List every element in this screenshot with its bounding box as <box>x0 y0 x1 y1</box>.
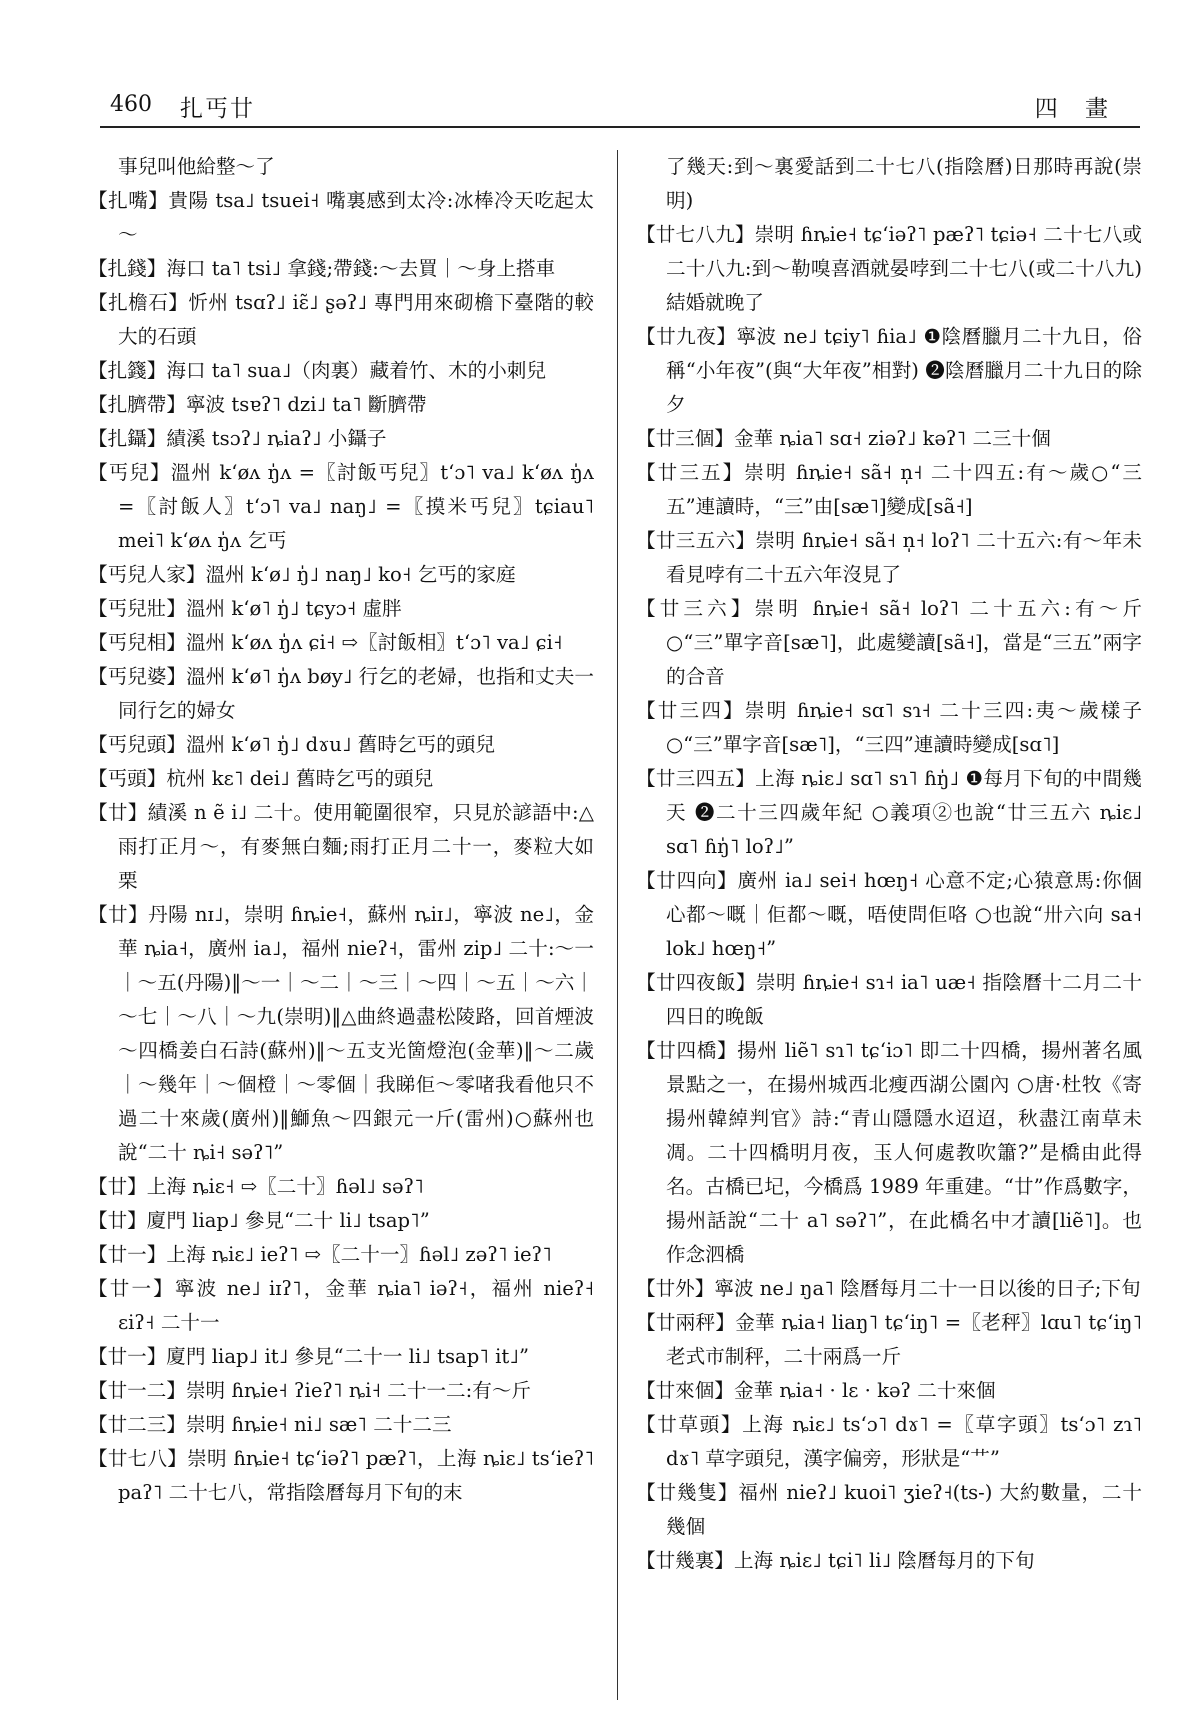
page-number: 460 <box>110 92 152 117</box>
header-section: 四 畫 <box>1034 96 1118 122</box>
entry: 【廿三四】崇明 ɦȵie˧ sɑ˥ sɿ˧ 二十三四:夷～歲樣子 ○“三”單字音[sæ˥]，“三四”連讀時變成[sɑ˥] <box>636 699 1142 756</box>
entry: 【廿七八】崇明 ɦȵie˧ tɕʻiəʔ˥ pæʔ˥，上海 ȵiɛ˩ tsʻieʔ˥ paʔ˥ 二十七八，常指陰曆每月下旬的末 <box>88 1447 594 1504</box>
entry: 【扎檐石】忻州 tsɑʔ˩ iɛ̃˩ ʂəʔ˩ 專門用來砌檐下臺階的較大的石頭 <box>88 291 594 348</box>
entry: 【扎臍帶】寧波 tsɐʔ˥ dzi˩ ta˥ 斷臍帶 <box>88 393 427 416</box>
entry: 【廿】丹陽 nɪ˩，崇明 ɦȵie˧，蘇州 ȵiɪ˩，寧波 ne˩，金華 ȵia˧，廣州 ia˩，福州 nieʔ˧，雷州 zip˩ 二十:～一｜～五(丹陽)‖～一｜～二｜～三｜～四｜～五｜～六｜～七｜～八｜～九(崇明)‖△曲終過盡松陵路，回首煙波～四橋姜白石詩(蘇州)‖～五支光箇燈泡(金華)‖～二歲｜～幾年｜～個橙｜～零個｜我睇佢～零啫我看他只不過二十來歲(廣州)‖鰤魚～四銀元一斤(雷州)○蘇州也說“二十 ȵi˧ səʔ˥” <box>88 903 594 1164</box>
entry: 【丐兒相】溫州 kʻøʌ ŋ̍ʌ ɕi˧ ⇨〖討飯相〗tʻɔ˥ va˩ ɕi˧ <box>88 631 563 654</box>
entry: 【廿外】寧波 ne˩ ŋa˥ 陰曆每月二十一日以後的日子;下旬 <box>636 1277 1141 1300</box>
entry: 【廿四向】廣州 ia˩ sei˧ hœŋ˧ 心意不定;心猿意馬:你個心都～嘅｜佢都～嘅，唔使問佢咯 ○也說“卅六向 sa˧ lok˩ hœŋ˧” <box>636 869 1142 960</box>
left-column <box>88 150 594 1705</box>
entry: 【廿一】寧波 ne˩ iɪʔ˥，金華 ȵia˥ iəʔ˧，福州 nieʔ˧ ɛiʔ˧ 二十一 <box>88 1277 594 1334</box>
entry-continuation: 事兒叫他給整～了 <box>118 155 275 178</box>
entry: 【廿一】廈門 liap˩ it˩ 參見“二十一 li˩ tsap˥ it˩” <box>88 1345 529 1368</box>
entry: 【廿兩秤】金華 ȵia˧ liaŋ˥ tɕʻiŋ˥ =〖老秤〗lɑu˥ tɕʻiŋ˥ 老式市制秤，二十兩爲一斤 <box>636 1311 1142 1368</box>
entry: 【廿九夜】寧波 ne˩ tɕiy˥ ɦia˩ ❶陰曆臘月二十九日，俗稱“小年夜”(與“大年夜”相對) ❷陰曆臘月二十九日的除夕 <box>636 325 1142 416</box>
entry: 【廿四橋】揚州 liẽ˥ sɿ˥ tɕʻiɔ˥ 即二十四橋，揚州著名風景點之一，在揚州城西北瘦西湖公園內 ○唐·杜牧《寄揚州韓綽判官》詩:“青山隱隱水迢迢，秋盡江南草未凋。二十四橋明月夜，玉人何處教吹簫?”是橋由此得名。古橋已圮，今橋爲 1989 年重建。“廿”作爲數字，揚州話說“二十 a˥ səʔ˥”，在此橋名中才讀[liẽ˥]。也作念泗橋 <box>636 1039 1142 1266</box>
entry: 【扎嘴】貴陽 tsa˩ tsuei˧ 嘴裏感到太冷:冰棒冷天吃起太～ <box>88 189 594 246</box>
entry: 【廿一二】崇明 ɦȵie˧ ʔieʔ˥ ȵi˧ 二十一二:有～斤 <box>88 1379 532 1402</box>
entry: 【廿】上海 ȵiɛ˧ ⇨〖二十〗ɦəl˩ səʔ˥ <box>88 1175 424 1198</box>
entry: 【廿來個】金華 ȵia˧ · lɛ · kəʔ 二十來個 <box>636 1379 996 1402</box>
entry: 【廿三個】金華 ȵia˥ sɑ˧ ziəʔ˩ kəʔ˥ 二三十個 <box>636 427 1051 450</box>
entry: 【廿三四五】上海 ȵiɛ˩ sɑ˥ sɿ˥ ɦŋ̍˩ ❶每月下旬的中間幾天 ❷二十三四歲年紀 ○義項②也說“廿三五六 ȵiɛ˩ sɑ˥ ɦŋ̍˥ loʔ˩” <box>636 767 1142 858</box>
entry: 【廿二三】崇明 ɦȵie˧ ni˩ sæ˥ 二十二三 <box>88 1413 452 1436</box>
entry: 【廿三六】崇明 ɦȵie˧ sã˧ loʔ˥ 二十五六:有～斤○“三”單字音[sæ˥]，此處變讀[sã˧]，當是“三五”兩字的合音 <box>636 597 1142 688</box>
right-column <box>636 150 1142 1705</box>
entry: 【丐兒婆】溫州 kʻø˥ ŋ̍ʌ bøy˩ 行乞的老婦，也指和丈夫一同行乞的婦女 <box>88 665 594 722</box>
entry: 【廿幾隻】福州 nieʔ˩ kuoi˥ ʒieʔ˧(ts-) 大約數量，二十幾個 <box>636 1481 1142 1538</box>
entry: 【廿三五】崇明 ɦȵie˧ sã˧ n̩˧ 二十四五:有～歲○“三五”連讀時，“三”由[sæ˥]變成[sã˧] <box>636 461 1142 518</box>
entry: 【丐兒頭】溫州 kʻø˥ ŋ̍˩ dɤu˩ 舊時乞丐的頭兒 <box>88 733 495 756</box>
entry: 【扎籛】海口 ta˥ sua˩（肉裏）藏着竹、木的小刺兒 <box>88 359 546 382</box>
entry: 【廿草頭】上海 ȵiɛ˩ tsʻɔ˥ dɤ˥ =〖草字頭〗tsʻɔ˥ zɿ˥ dɤ˥ 草字頭兒，漢字偏旁，形狀是“艹” <box>636 1413 1142 1470</box>
entry-continuation: 了幾天:到～裏愛話到二十七八(指陰曆)日那時再說(崇明) <box>666 155 1142 212</box>
entry: 【丐頭】杭州 kɛ˥ dei˩ 舊時乞丐的頭兒 <box>88 767 434 790</box>
entry: 【廿一】上海 ȵiɛ˩ ieʔ˥ ⇨〖二十一〗ɦəl˩ zəʔ˥ ieʔ˥ <box>88 1243 552 1266</box>
column-divider <box>617 150 618 1700</box>
entry: 【丐兒人家】溫州 kʻø˩ ŋ̍˩ naŋ˩ ko˧ 乞丐的家庭 <box>88 563 516 586</box>
entry: 【廿四夜飯】崇明 ɦȵie˧ sɿ˧ ia˥ uæ˧ 指陰曆十二月二十四日的晚飯 <box>636 971 1142 1028</box>
entry: 【廿幾裏】上海 ȵiɛ˩ tɕi˥ li˩ 陰曆每月的下旬 <box>636 1549 1035 1572</box>
page-header <box>100 86 1140 128</box>
entry: 【丐兒】溫州 kʻøʌ ŋ̍ʌ =〖討飯丐兒〗tʻɔ˥ va˩ kʻøʌ ŋ̍ʌ =〖討飯人〗tʻɔ˥ va˩ naŋ˩ =〖摸米丐兒〗tɕiau˥ mei˥ kʻøʌ ŋ̍ʌ 乞丐 <box>88 461 594 552</box>
entry: 【丐兒壯】溫州 kʻø˥ ŋ̍˩ tɕyɔ˧ 虛胖 <box>88 597 402 620</box>
entry: 【扎錢】海口 ta˥ tsi˩ 拿錢;帶錢:～去買｜～身上搭車 <box>88 257 556 280</box>
entry: 【廿七八九】崇明 ɦȵie˧ tɕʻiəʔ˥ pæʔ˥ tɕiə˧ 二十七八或二十八九:到～勒嗅喜酒就晏哱到二十七八(或二十八九)結婚就晚了 <box>636 223 1142 314</box>
entry: 【廿三五六】崇明 ɦȵie˧ sã˧ n̩˧ loʔ˥ 二十五六:有～年未看見哱有二十五六年沒見了 <box>636 529 1142 586</box>
entry: 【廿】廈門 liap˩ 參見“二十 li˩ tsap˥” <box>88 1209 430 1232</box>
entry: 【扎鑷】績溪 tsɔʔ˩ ȵiaʔ˩ 小鑷子 <box>88 427 387 450</box>
header-characters: 扎丐廿 <box>180 96 255 122</box>
entry: 【廿】績溪 n ẽ i˩ 二十。使用範圍很窄，只見於諺語中:△雨打正月～，有麥無白麵;雨打正月二十一，麥粒大如栗 <box>88 801 594 892</box>
